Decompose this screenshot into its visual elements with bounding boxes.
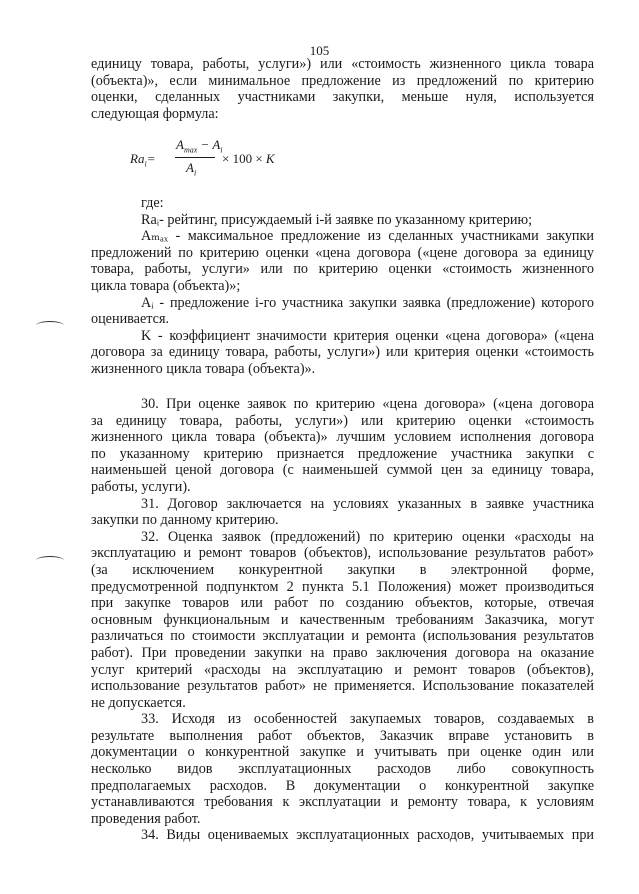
text-line: где:: [141, 195, 164, 211]
paragraph-intro: [91, 56, 594, 122]
text-line: по указанному критерию признается предложение участника закупки с: [91, 445, 594, 462]
text-line: различаться по стоимости эксплуатации и ремонта (использования результатов: [91, 628, 594, 645]
text-line: 34. Виды оцениваемых эксплуатационных расходов, учитываемых при: [141, 827, 594, 844]
binder-hole-mark: [36, 321, 64, 330]
text-line: закупки по данному критерию.: [91, 512, 279, 529]
text-line: K - коэффициент значимости критерия оценки «цена договора» («цена: [141, 327, 594, 344]
text-line: Raᵢ- рейтинг, присуждаемый i-й заявке по указанному критерию;: [141, 211, 533, 228]
text-line: работы, услуги).: [91, 478, 191, 495]
text-line: жизненного цикла товара (объекта)».: [91, 360, 316, 377]
text-line: (за исключением конкурентной закупки в электронной форме,: [91, 561, 594, 578]
text-line: 33. Исходя из особенностей закупаемых товаров, создаваемых в: [141, 711, 594, 728]
formula-numerator: $A_{max} - A_i$: [176, 137, 223, 155]
text-line: договора за единицу товара, работы, услуги») или критерия оценки «стоимость: [91, 344, 594, 361]
text-line: наименьшей ценой договора (с наименьшей суммой цен за единицу товара,: [91, 462, 594, 479]
text-line: жизненного цикла товара (объекта)» лучшим условием исполнения договора: [91, 429, 594, 446]
text-line: 31. Договор заключается на условиях указанных в заявке участника: [141, 495, 594, 512]
text-line: Aᵢ - предложение i-го участника закупки заявка (предложение) которого: [141, 294, 594, 311]
numbered-clauses: [91, 396, 594, 844]
text-line: устанавливаются требования к эксплуатации и ремонту товара, к условиям: [91, 794, 594, 811]
text-line: единицу товара, работы, услуги») или «стоимость жизненного цикла товара: [91, 56, 594, 72]
text-line: использование результатов работ» не применяется. Использование показателей: [91, 678, 594, 695]
text-line: оценки, сделанных участниками закупки, меньше нуля, используется: [91, 89, 594, 106]
formula-lhs: $Ra_i=$: [130, 151, 156, 169]
text-line: следующая формула:: [91, 105, 219, 122]
text-line: предложений по критерию оценки «цена договора («цене договора за единицу: [91, 244, 594, 261]
text-line: эксплуатацию и ремонт товаров (объектов), использование результатов работ»: [91, 545, 594, 562]
formula-definitions: [91, 195, 594, 378]
text-line: 30. При оценке заявок по критерию «цена договора» («цена договора: [141, 396, 594, 412]
text-line: Aₘₐₓ - максимальное предложение из сделанных участниками закупки: [141, 228, 594, 245]
text-line: предполагаемых расходов. В документации о конкурентной закупке: [91, 777, 594, 794]
text-line: (объекта)», если минимальное предложение из предложений по критерию: [91, 72, 594, 89]
formula-rhs: × 100 × K: [222, 151, 275, 166]
binder-hole-mark: [36, 556, 64, 565]
rating-formula: [130, 137, 370, 183]
formula-denominator: $A_i$: [186, 160, 197, 178]
text-line: при закупке товаров или работ по созданию объектов, которые, отвечая: [91, 595, 594, 612]
text-line: работ). При проведении закупки на право заключения договора на оказание: [91, 644, 594, 661]
fraction-bar: [175, 157, 215, 158]
text-line: услуг критерий «расходы на эксплуатацию и ремонт товаров (объектов),: [91, 661, 594, 678]
text-line: товара, работы, услуги» или по критерию оценки «стоимость жизненного: [91, 261, 594, 278]
text-line: несколько видов эксплуатационных расходов либо совокупность: [91, 761, 594, 778]
text-line: за единицу товара, работы, услуги») или критерию оценки «стоимость: [91, 412, 594, 429]
text-line: документации о конкурентной закупке и учитывать при оценке один или: [91, 744, 594, 761]
text-line: 32. Оценка заявок (предложений) по критерию оценки «расходы на: [141, 528, 594, 545]
text-line: цикла товара (объекта)»;: [91, 277, 241, 294]
text-line: основным функциональным и качественным требованиям Заказчика, могут: [91, 611, 594, 628]
text-line: не допускается.: [91, 694, 186, 711]
text-line: проведения работ.: [91, 810, 201, 827]
text-line: результате выполнения работ объектов, Заказчик вправе установить в: [91, 727, 594, 744]
page-number: 105: [309, 43, 330, 58]
text-line: оценивается.: [91, 311, 170, 328]
text-line: предусмотренной подпунктом 2 пункта 5.1 Положения) может производиться: [91, 578, 594, 595]
